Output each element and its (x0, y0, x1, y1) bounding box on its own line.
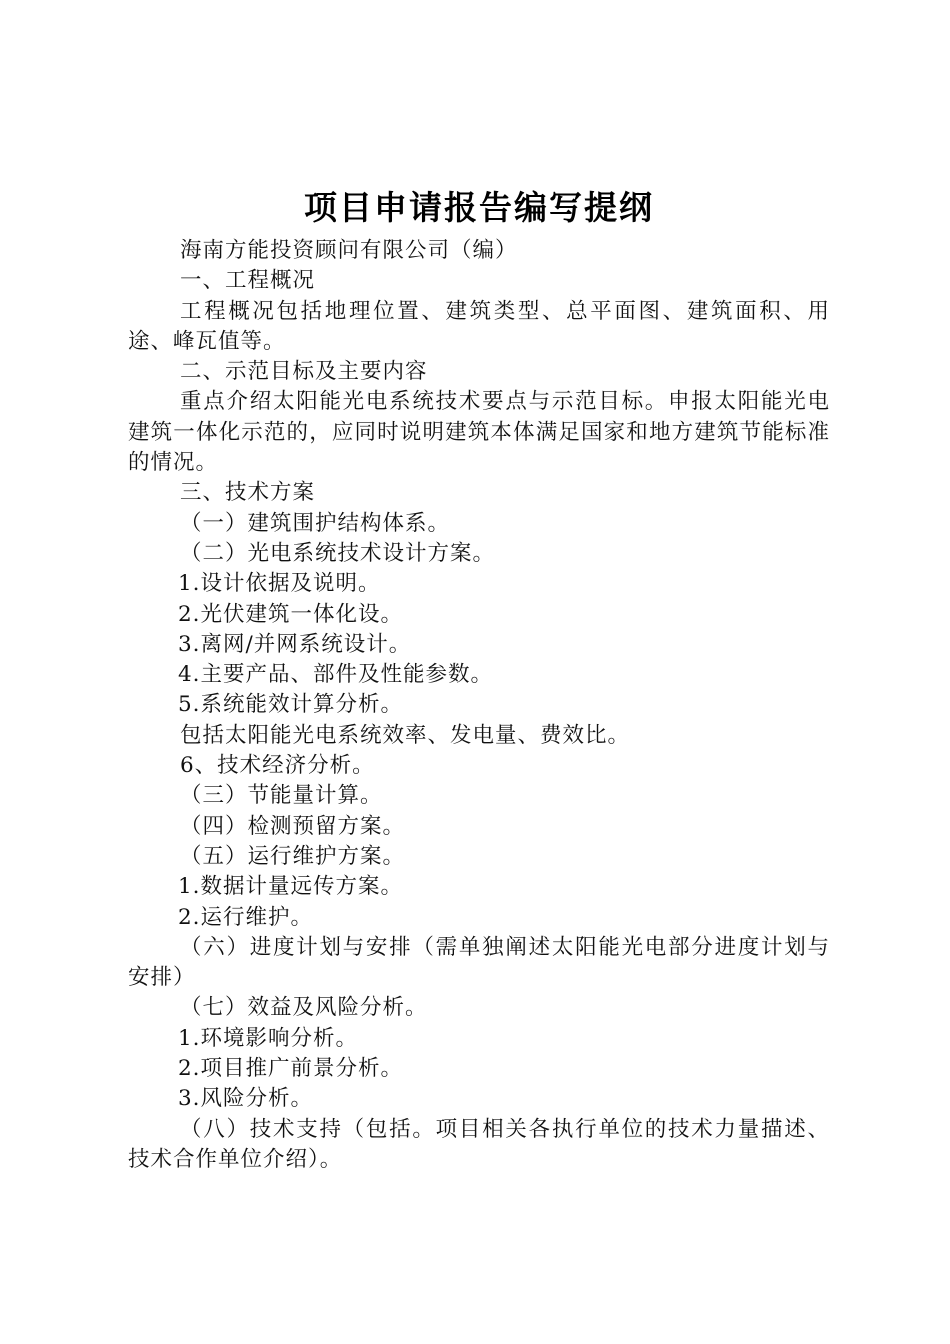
heading-section-2: 二、示范目标及主要内容 (180, 359, 428, 385)
subheading-3-3: （三）节能量计算。 (180, 783, 383, 809)
list-item: 5.系统能效计算分析。 (178, 692, 404, 718)
list-item: 2.光伏建筑一体化设。 (178, 601, 404, 627)
list-item: 1.设计依据及说明。 (178, 571, 381, 597)
list-item: 3.风险分析。 (178, 1086, 314, 1112)
paragraph-author: 海南方能投资顾问有限公司（编） (180, 238, 518, 263)
paragraph-demo-goals: 重点介绍太阳能光电系统技术要点与示范目标。申报太阳能光电建筑一体化示范的，应同时说明建筑本体满足国家和地方建筑节能标准的情况。 (128, 389, 830, 476)
subheading-3-4: （四）检测预留方案。 (180, 813, 406, 839)
subheading-3-1: （一）建筑围护结构体系。 (180, 510, 451, 536)
list-item: 3.离网/并网系统设计。 (178, 631, 412, 657)
document-title: 项目申请报告编写提纲 (304, 188, 654, 227)
subheading-3-2: （二）光电系统技术设计方案。 (180, 540, 496, 566)
list-item: 2.运行维护。 (178, 904, 314, 930)
list-item: 1.数据计量远传方案。 (178, 874, 404, 900)
list-item: 4.主要产品、部件及性能参数。 (178, 662, 494, 688)
subheading-3-5: （五）运行维护方案。 (180, 843, 406, 869)
document-page (128, 186, 830, 1175)
heading-section-3: 三、技术方案 (180, 480, 316, 506)
list-item: 1.环境影响分析。 (178, 1025, 359, 1051)
list-item: 6、技术经济分析。 (180, 753, 375, 779)
heading-section-1: 一、工程概况 (180, 268, 316, 294)
subheading-3-8: （八）技术支持（包括。项目相关各执行单位的技术力量描述、技术合作单位介绍）。 (128, 1116, 830, 1172)
subheading-3-7: （七）效益及风险分析。 (180, 995, 428, 1021)
subheading-3-6: （六）进度计划与安排（需单独阐述太阳能光电部分进度计划与安排） (128, 934, 830, 991)
list-item: 2.项目推广前景分析。 (178, 1056, 404, 1082)
paragraph-project-overview: 工程概况包括地理位置、建筑类型、总平面图、建筑面积、用途、峰瓦值等。 (128, 298, 830, 354)
paragraph-efficiency: 包括太阳能光电系统效率、发电量、费效比。 (180, 722, 631, 748)
